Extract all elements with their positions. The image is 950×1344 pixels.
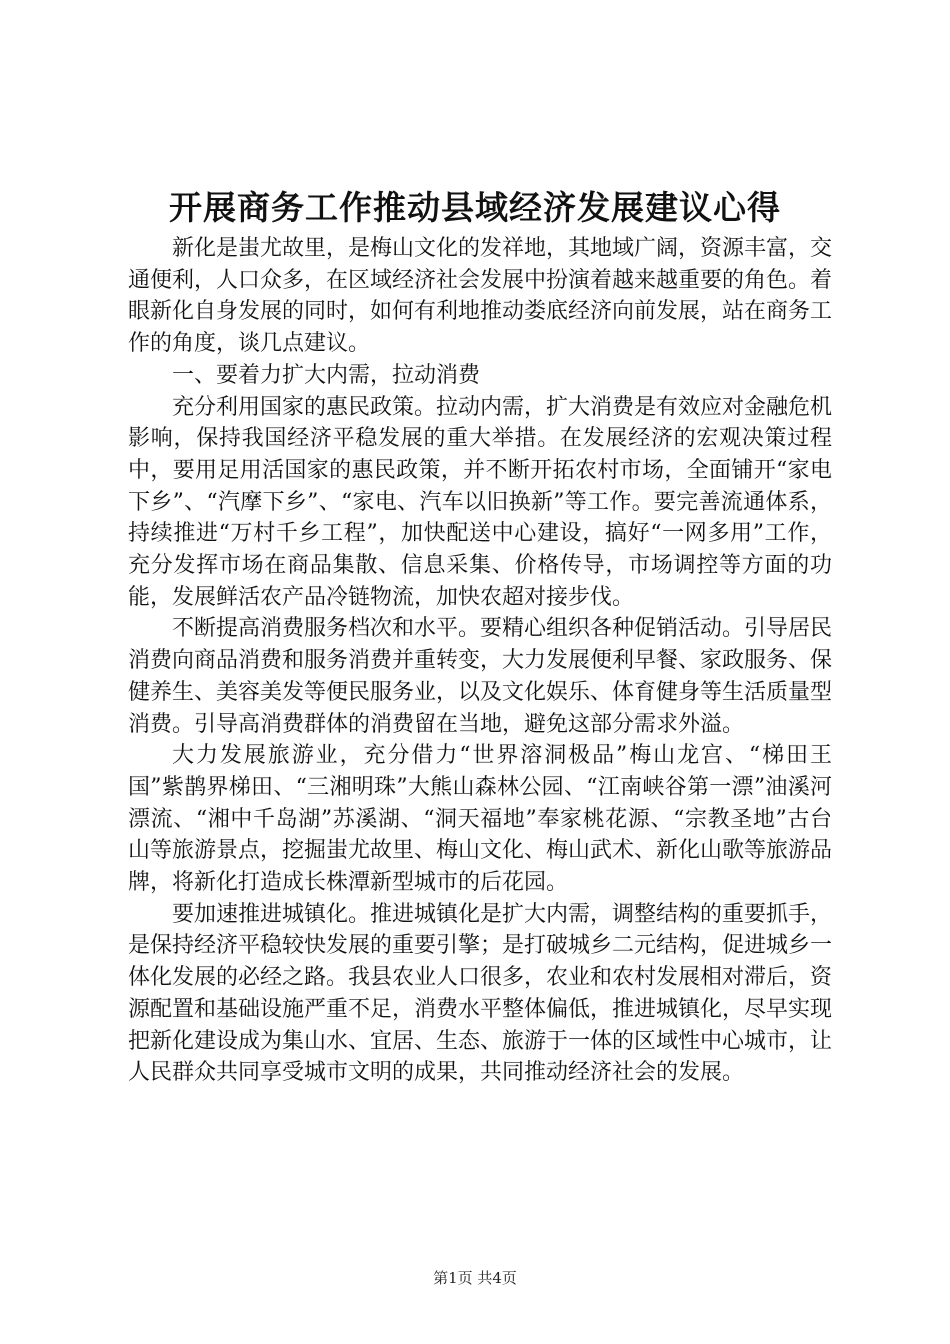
- paragraph-tourism: 大力发展旅游业，充分借力“世界溶洞极品”梅山龙宫、“梯田王国”紫鹊界梯田、“三湘明珠”大熊山森林公园、“江南峡谷第一漂”油溪河漂流、“湘中千岛湖”苏溪湖、“洞天福地”奉家桃花源、“宗教圣地”古台山等旅游景点，挖掘蚩尤故里、梅山文化、梅山武术、新化山歌等旅游品牌，将新化打造成长株潭新型城市的后花园。: [128, 743, 833, 896]
- paragraph-consumption: 不断提高消费服务档次和水平。要精心组织各种促销活动。引导居民消费向商品消费和服务消费并重转变，大力发展便利早餐、家政服务、保健养生、美容美发等便民服务业，以及文化娱乐、体育健身等生活质量型消费。引导高消费群体的消费留在当地，避免这部分需求外溢。: [128, 616, 833, 737]
- section-heading-1: 一、要着力扩大内需，拉动消费: [172, 362, 481, 388]
- document-body: [128, 233, 832, 1089]
- document-title: 开展商务工作推动县域经济发展建议心得: [169, 188, 781, 227]
- page-footer: 第1页 共4页: [433, 1269, 517, 1287]
- paragraph-intro: 新化是蚩尤故里，是梅山文化的发祥地，其地域广阔，资源丰富，交通便利，人口众多，在区域经济社会发展中扮演着越来越重要的角色。着眼新化自身发展的同时，如何有利地推动娄底经济向前发展，站在商务工作的角度，谈几点建议。: [128, 236, 833, 357]
- paragraph-policy: 充分利用国家的惠民政策。拉动内需，扩大消费是有效应对金融危机影响，保持我国经济平稳发展的重大举措。在发展经济的宏观决策过程中，要用足用活国家的惠民政策，并不断开拓农村市场，全面铺开“家电下乡”、“汽摩下乡”、“家电、汽车以旧换新”等工作。要完善流通体系，持续推进“万村千乡工程”，加快配送中心建设，搞好“一网多用”工作，充分发挥市场在商品集散、信息采集、价格传导，市场调控等方面的功能，发展鲜活农产品冷链物流，加快农超对接步伐。: [128, 394, 833, 610]
- paragraph-urbanization: 要加速推进城镇化。推进城镇化是扩大内需，调整结构的重要抓手，是保持经济平稳较快发展的重要引擎；是打破城乡二元结构，促进城乡一体化发展的必经之路。我县农业人口很多，农业和农村发展相对滞后，资源配置和基础设施严重不足，消费水平整体偏低，推进城镇化，尽早实现把新化建设成为集山水、宜居、生态、旅游于一体的区域性中心城市，让人民群众共同享受城市文明的成果，共同推动经济社会的发展。: [128, 901, 833, 1086]
